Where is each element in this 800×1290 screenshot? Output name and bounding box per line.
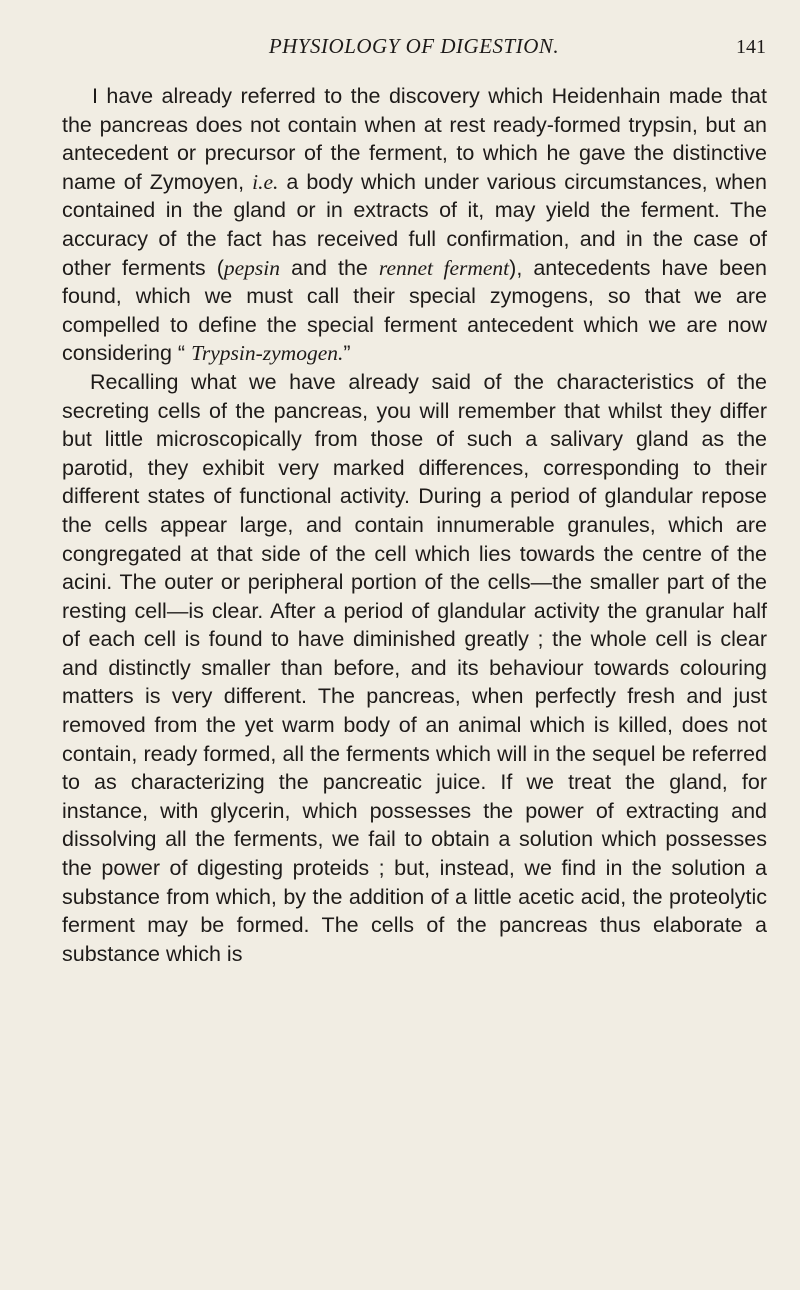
text-segment: I have already referred to the discovery which Heidenhain made that the pancreas does not contain when at rest ready-formed trypsin, but an antecedent or precursor of the ferment, to which he gave the distinctive name of Zymoyen,: [62, 84, 767, 194]
body-text: [62, 82, 767, 968]
page-number: 141: [736, 36, 766, 58]
text-segment: a body which under various circumstances, when contained in the gland or in extracts of it, may yield the ferment. The accuracy of the fact has received full confirmation, and in the case of other ferments (: [62, 169, 767, 280]
italic-text: rennet ferment: [378, 255, 510, 280]
italic-text: pepsin: [223, 255, 281, 280]
italic-text: Trypsin-zymogen.: [191, 341, 344, 366]
page-header: [62, 34, 766, 64]
paragraph: [62, 368, 767, 968]
text-segment: ), antecedents have been found, which we must call their special zymogens, so that we are compelled to define the special ferment antecedent which we are now considering “: [62, 255, 768, 366]
text-segment: and the: [280, 255, 379, 280]
italic-text: i.e.: [252, 169, 279, 194]
running-title: PHYSIOLOGY OF DIGESTION.: [268, 34, 560, 58]
text-segment: Recalling what we have already said of the characteristics of the secreting cells of the pancreas, you will remember that whilst they differ but little microscopically from those of such a salivary gland as the parotid, they exhibit very marked differences, corresponding to their different states of functional activity. During a period of glandular repose the cells appear large, and contain innumerable granules, which are congregated at that side of the cell which lies towards the centre of the acini. The outer or peripheral portion of the cells—the smaller part of the resting cell—is clear. After a period of glandular activity the granular half of each cell is found to have diminished greatly ; the whole cell is clear and distinctly smaller than before, and its behaviour towards colouring matters is very different. The pancreas, when perfectly fresh and just removed from the yet warm body of an animal which is killed, does not contain, ready formed, all the ferments which will in the sequel be referred to as characterizing the pancreatic juice. If we treat the gland, for instance, with glycerin, which possesses the power of extracting and dissolving all the ferments, we fail to obtain a solution which possesses the power of digesting proteids ; but, instead, we find in the solution a substance from which, by the addition of a little acetic acid, the proteolytic ferment may be formed. The cells of the pancreas thus elaborate a substance which is: [62, 369, 767, 966]
paragraph: [62, 82, 767, 368]
text-segment: ”: [343, 341, 351, 366]
